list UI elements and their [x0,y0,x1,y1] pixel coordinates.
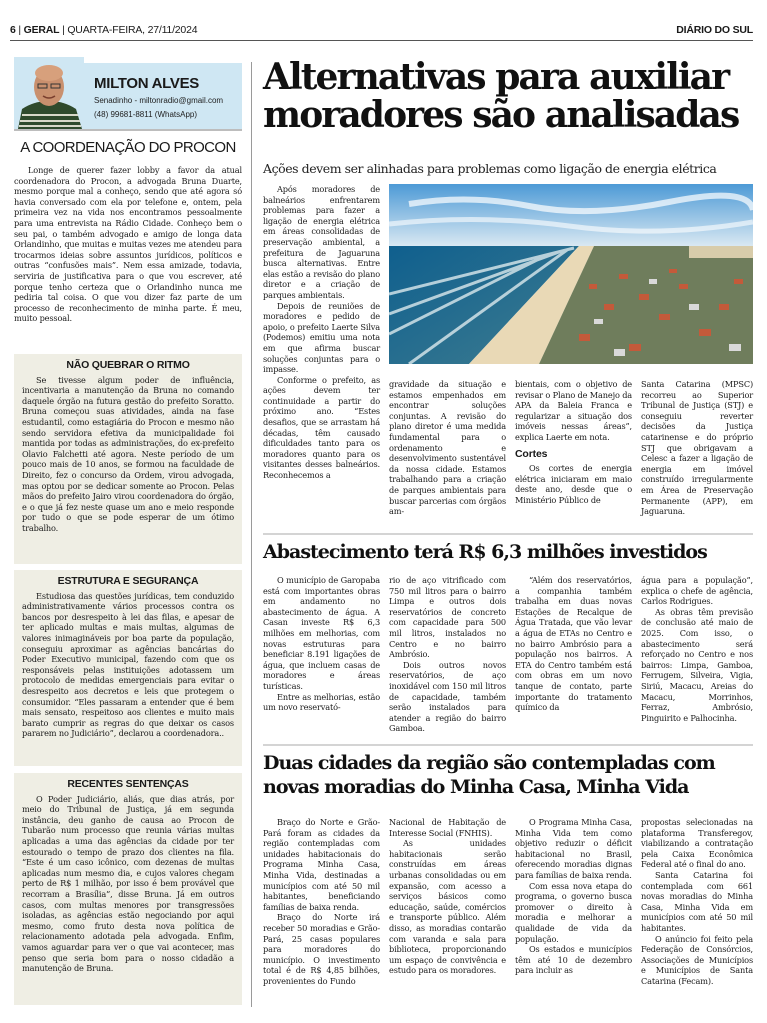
column-intro-paragraph: Longe de querer fazer lobby a favor da atual coordenadora do Procon, a advogada Bruna Duarte, mesmo porque mal a conheço, sendo que até agora só havia conversado com ela por telefone e, ontem, pela primeira vez na vida nos encontramos pessoalmente para uma entrevista na Rádio Cidade. Conheço bem o seu pai, o também advogado e amigo de longa data Orlandinho, que muitas e muitas vezes me atendeu para trocarmos ideias sobre assuntos jurídicos, políticos e outras “confusões mais”. Nem essa amizade, todavia, serviria de justificativa para o que vou escrever, até porque tenho certeza que o Orlandinho nunca me pediria tal coisa. O que vou dizer faz parte de um processo de reconhecimento de minha parte. É meu, muito pessoal. [14,165,242,324]
paragraph: Braço do Norte e Grão-Pará foram as cidades da região contempladas com unidades habitacionais do Programa Minha Casa, Minha Vida, destinadas a municípios com até 50 mil habitantes, beneficiando famílias de baixa renda. [263,817,380,912]
paragraph: Após moradores de balneários enfrentarem problemas para fazer a ligação de energia elétrica em áreas consolidadas de preservação ambiental, a prefeitura de Jaguaruna busca alternativas. Entre elas estão a revisão do plano diretor e a criação de parques ambientais. [263,184,380,300]
box-title: RECENTES SENTENÇAS [67,778,189,790]
section-name: GERAL [23,24,60,36]
box-title: ESTRUTURA E SEGURANÇA [57,575,199,587]
page-header [10,22,753,40]
columnist-phone: (48) 99681-8811 (WhatsApp) [94,110,198,119]
column-box-3 [14,773,242,1005]
paragraph: gravidade da situação e estamos empenhados em encontrar soluções conjuntas. A revisão do plano diretor é uma medida fundamental para o ordenamento e desenvolvimento sustentável da nossa cidade. Estamos trabalhando para a criação de parques ambientais para buscar parcerias com órgãos am- [389,379,506,517]
article-3-column-1 [263,817,380,987]
paragraph: As obras têm previsão de conclusão até maio de 2025. Com isso, o abastecimento será reforçado no Centro e nos bairros: Limpa, Gamboa, Ferrugem, Silveira, Vigia, Siriú, Macacu, Areias do Macacu, Morrinhos, Ferraz, Ambrósio, Pinguirito e Palhocinha. [641,606,753,723]
page-folio [10,24,197,36]
paragraph: Braço do Norte irá receber 50 moradias e Grão-Pará, 25 casas populares para moradores do município. O investimento total é de R$ 4,85 bilhões, provenientes do Fundo [263,912,380,986]
paragraph: Os estados e municípios têm até 10 de dezembro para incluir as [515,944,632,976]
columnist-email: Senadinho - miltonradio@gmail.com [94,96,224,105]
issue-date: QUARTA-FEIRA, 27/11/2024 [67,24,198,36]
separator: | [18,24,21,36]
article-separator [263,744,753,746]
article-1-subheadline: Ações devem ser alinhadas para problemas como ligação de energia elétrica [263,161,717,176]
article-2-column-4 [641,575,753,723]
separator: | [62,24,65,36]
columnist-name: MILTON ALVES [94,75,200,92]
column-box-2 [14,570,242,766]
paragraph: Entre as melhorias, estão um novo reservató- [263,691,380,713]
paragraph: água para a população”, explica o chefe de agência, Carlos Rodrigues. [641,575,753,607]
article-separator [263,533,753,535]
paragraph: O anúncio foi feito pela Federação de Consórcios, Associações de Municípios e Municípios de Santa Catarina (Fecam). [641,933,753,986]
article-1-photo [389,184,753,364]
paragraph: bientais, com o objetivo de revisar o Plano de Manejo da APA da Baleia Franca e regularizar a situação dos imóveis nessas áreas”, explica Laerte em nota. [515,379,633,442]
paragraph: Depois de reuniões de moradores e pedido de apoio, o prefeito Laerte Silva (Podemos) emitiu uma nota em que afirma buscar soluções conjuntas para o impasse. [263,300,380,375]
article-2-column-2 [389,575,506,734]
column-title: A COORDENAÇÃO DO PROCON [20,139,236,156]
column-box-1 [14,354,242,564]
paragraph: Santa Catarina foi contemplada com 661 novas moradias do Minha Casa, Minha Vida em municípios com até 50 mil habitantes. [641,869,753,933]
box-text: Estudiosa das questões jurídicas, tem conduzido administrativamente vários processos contra os bancos por desrespeito à lei das filas, e apesar de ter aplicado multas e mais multas, algumas de valores inimagináveis por boa parte da população, conseguiu aproximar as agências bancárias do Poder Executivo municipal, fazendo com que os responsáveis pelas instituições adotassem um protocolo de medidas emergenciais para evitar o desrespeito aos decretos e leis que protegem o consumidor. “Eles passaram a entender que é bem mais sensato, respeitoso aos clientes e muito mais barato cumprir as regras do que deixar os casos pararem no Judiciário”, declarou a coordenadora.. [22,590,234,739]
paragraph: rio de aço vitrificado com 750 mil litros para o bairro Limpa e outros dois reservatórios de concreto com capacidade para 500 mil litros, instalados no Centro e no bairro Ambrósio. [389,575,506,660]
article-1-column-4 [641,379,753,517]
paragraph: O Programa Minha Casa, Minha Vida tem como objetivo reduzir o déficit habitacional no Brasil, oferecendo moradias dignas para famílias de baixa renda. [515,817,632,880]
paragraph: Santa Catarina (MPSC) recorreu ao Superior Tribunal de Justiça (STJ) e conseguiu reverter decisões da Justiça catarinense e do próprio STJ que obrigavam a Celesc a fazer a ligação de energia em imóvel construído irregularmente em Área de Preservação Permanente (APP), em Jaguaruna. [641,379,753,517]
article-2-column-3 [515,575,632,713]
box-text: O Poder Judiciário, aliás, que dias atrás, por meio do Tribunal de Justiça, já em segunda instância, deu ganho de causa ao Procon de Tubarão num processo que reunia várias multas aplicadas a uma das agências da cidade por ter estourado o tempo de prazo dos clientes na fila. “Este é um caso icônico, com dezenas de multas aplicadas num mesmo dia, e cujos valores chegam perto de R$ 1 milhão, por isso é bem provável que recorram a Brasília”, disse Bruna. Já em outros casos, com multas menores por transgressões isoladas, as agências estão negociando por aqui mesmo, como fruto desta nova política de relacionamento adotada pela advogada. Enfim, vamos aguardar para ver o que vai acontecer, mas penso que seria bom para o nosso cidadão a manutenção de Bruna. [22,793,234,974]
paragraph: Com essa nova etapa do programa, o governo busca promover o direito à moradia e melhorar a qualidade de vida da população. [515,880,632,944]
paragraph: Dois outros novos reservatórios, de aço inoxidável com 150 mil litros de capacidade, também serão instalados para atender a região do bairro Gamboa. [389,659,506,734]
column-divider [251,62,252,1007]
article-1-column-1 [263,184,380,481]
paragraph: Os cortes de energia elétrica iniciaram em maio deste ano, desde que o Ministério Público de [515,463,632,505]
header-divider [10,40,753,41]
article-2-column-1 [263,575,380,713]
box-text: Se tivesse algum poder de influência, incentivaria a manutenção da Bruna no comando daquele órgão na futura gestão do prefeito Soratto. Bruna começou suas atividades, ainda na fase estudantil, como estagiária do Procon e mesmo não sendo servidora efetiva da municipalidade foi mantida por todas as administrações, do ex-prefeito Olavio Falchetti até agora. Neste período de um pouco mais de 10 anos, se formou na faculdade de Direito, fez o concurso da Ordem, virou advogada, mas optou por se dedicar somente ao Procon. Pelas mãos do prefeito Jairo virou coordenadora do órgão, e o que já fez neste quase um ano e meio responde por tudo o que se pode esperar de um ótimo trabalho. [22,374,234,533]
article-2-headline: Abastecimento terá R$ 6,3 milhões investidos [263,541,707,563]
box-title: NÃO QUEBRAR O RITMO [66,359,190,371]
paragraph: As unidades habitacionais serão construídas em áreas urbanas consolidadas ou em expansão, com acesso a serviços básicos como educação, saúde, comércios e transporte público. Além disso, as moradias contarão com varanda e sala para biblioteca, proporcionando um espaço de convivência e estudo para os moradores. [389,838,506,976]
columnist-header-underline [14,129,242,131]
article-3-column-3 [515,817,632,976]
article-3-column-4 [641,817,753,987]
article-1-column-3 [515,379,632,506]
publication-name: DIÁRIO DO SUL [676,24,753,36]
page-number: 6 [10,24,16,36]
article-3-column-2 [389,817,506,976]
article-1-subhead: Cortes [515,447,548,460]
columnist-photo [14,57,84,129]
paragraph: Conforme o prefeito, as ações devem ter continuidade a partir do próximo ano. “Estes desafios, que se arrastam há décadas, têm causado dificuldades tanto para os moradores quanto para os visitantes desses balneários. Reconhecemos a [263,374,380,481]
column-intro [14,165,242,324]
paragraph: “Além dos reservatórios, a companhia também trabalha em duas novas Estações de Recalque de Água Tratada, que vão levar a água de ETAs no Centro e no bairro Ambrósio para a população nos bairros. A ETA do Centro também está com obras em um novo tanque de contato, parte importante do tratamento químico da [515,575,632,713]
paragraph: O município de Garopaba está com importantes obras em andamento no abastecimento de água. A Casan investe R$ 6,3 milhões em melhorias, com novas estruturas para beneficiar 8.191 ligações de água, que incluem casas de moradores e áreas turísticas. [263,575,380,691]
article-1-column-2 [389,379,506,517]
paragraph: Nacional de Habitação de Interesse Social (FNHIS). [389,817,506,838]
paragraph: propostas selecionadas na plataforma Transferegov, viabilizando a contratação pela Caixa Econômica Federal até o final do ano. [641,817,753,870]
article-1-headline: Alternativas para auxiliar moradores são analisadas [263,56,739,136]
article-3-headline: Duas cidades da região são contempladas com novas moradias do Minha Casa, Minha Vida [263,752,715,798]
columnist-header [14,63,242,129]
